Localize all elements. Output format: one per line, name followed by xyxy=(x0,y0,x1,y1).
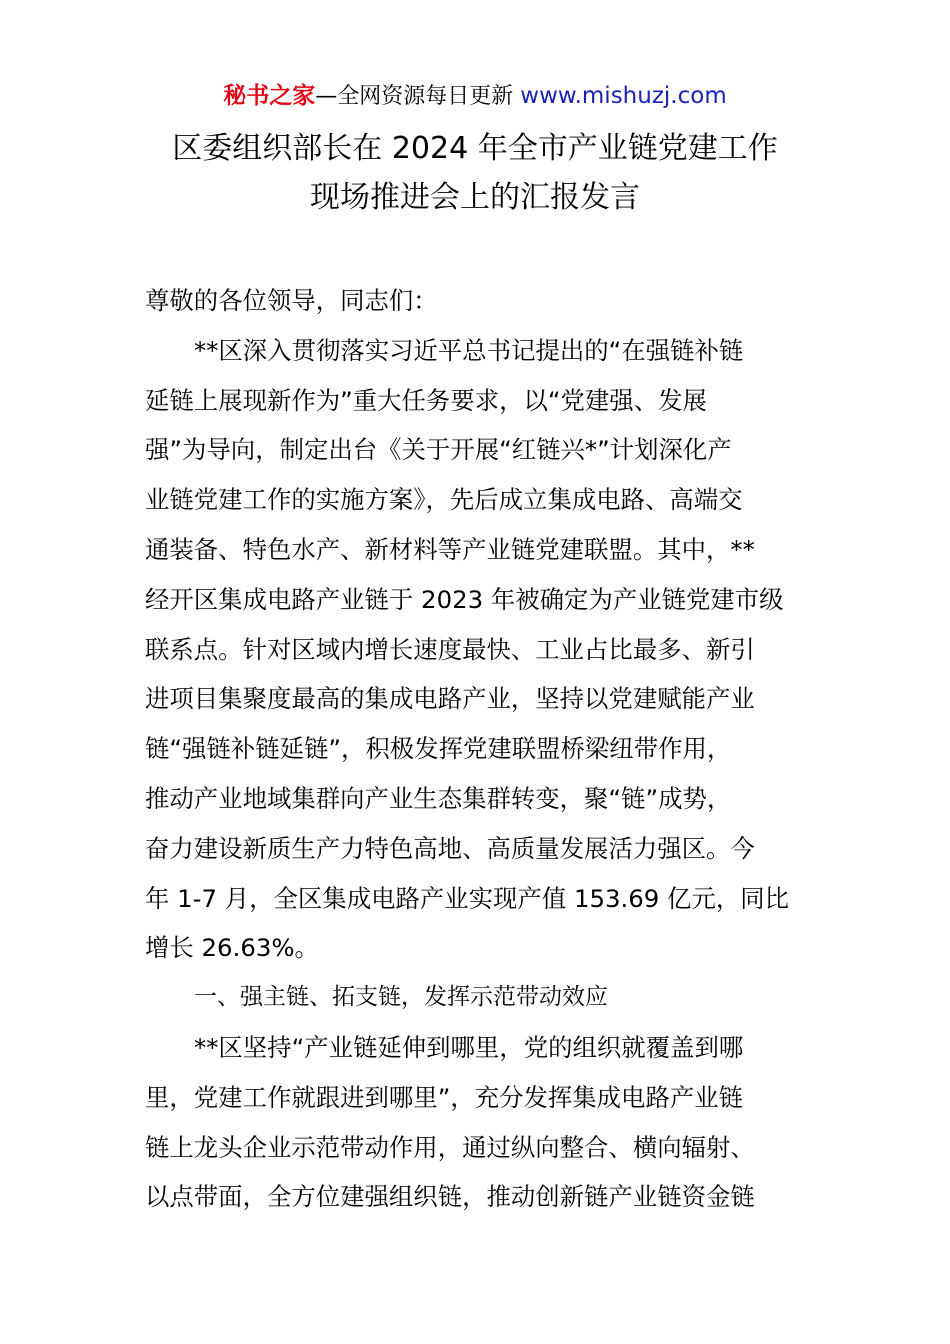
paragraph-line: 通装备、特色水产、新材料等产业链党建联盟。其中，** xyxy=(145,534,755,564)
site-tagline: —全网资源每日更新 xyxy=(315,84,514,109)
paragraph-line: 以点带面，全方位建强组织链，推动创新链产业链资金链 xyxy=(145,1182,755,1212)
paragraph-line: 推动产业地域集群向产业生态集群转变，聚“链”成势， xyxy=(145,783,732,813)
site-url[interactable]: www.mishuzj.com xyxy=(520,83,727,109)
document-title xyxy=(0,124,950,222)
paragraph-line: 强”为导向，制定出台《关于开展“红链兴*”计划深化产 xyxy=(145,435,732,465)
document-body xyxy=(145,276,813,1222)
site-header xyxy=(0,80,950,113)
title-line-1: 区委组织部长在 2024 年全市产业链党建工作 xyxy=(172,131,778,166)
paragraph-line: 增长 26.63%。 xyxy=(145,933,319,963)
paragraph-line: 进项目集聚度最高的集成电路产业，坚持以党建赋能产业 xyxy=(145,684,755,714)
paragraph-line: 年 1-7 月，全区集成电路产业实现产值 153.69 亿元，同比 xyxy=(145,883,790,913)
paragraph-line: 链“强链补链延链”，积极发挥党建联盟桥梁纽带作用， xyxy=(145,734,732,764)
salutation: 尊敬的各位领导，同志们： xyxy=(145,286,438,315)
paragraph-line: 业链党建工作的实施方案》，先后成立集成电路、高端交 xyxy=(145,485,743,515)
title-line-2: 现场推进会上的汇报发言 xyxy=(310,180,640,215)
paragraph-line: **区深入贯彻落实习近平总书记提出的“在强链补链 xyxy=(194,335,744,365)
section-heading: 一、强主链、拓支链，发挥示范带动效应 xyxy=(194,984,608,1011)
paragraph-line: **区坚持“产业链延伸到哪里，党的组织就覆盖到哪 xyxy=(194,1032,744,1062)
paragraph-line: 经开区集成电路产业链于 2023 年被确定为产业链党建市级 xyxy=(145,584,784,614)
paragraph-line: 延链上展现新作为”重大任务要求，以“党建强、发展 xyxy=(145,385,707,415)
site-brand: 秘书之家 xyxy=(223,83,316,109)
paragraph-line: 联系点。针对区域内增长速度最快、工业占比最多、新引 xyxy=(145,634,755,664)
paragraph-line: 链上龙头企业示范带动作用，通过纵向整合、横向辐射、 xyxy=(145,1132,755,1162)
paragraph-line: 里，党建工作就跟进到哪里”，充分发挥集成电路产业链 xyxy=(145,1082,744,1112)
paragraph-line: 奋力建设新质生产力特色高地、高质量发展活力强区。今 xyxy=(145,833,755,863)
